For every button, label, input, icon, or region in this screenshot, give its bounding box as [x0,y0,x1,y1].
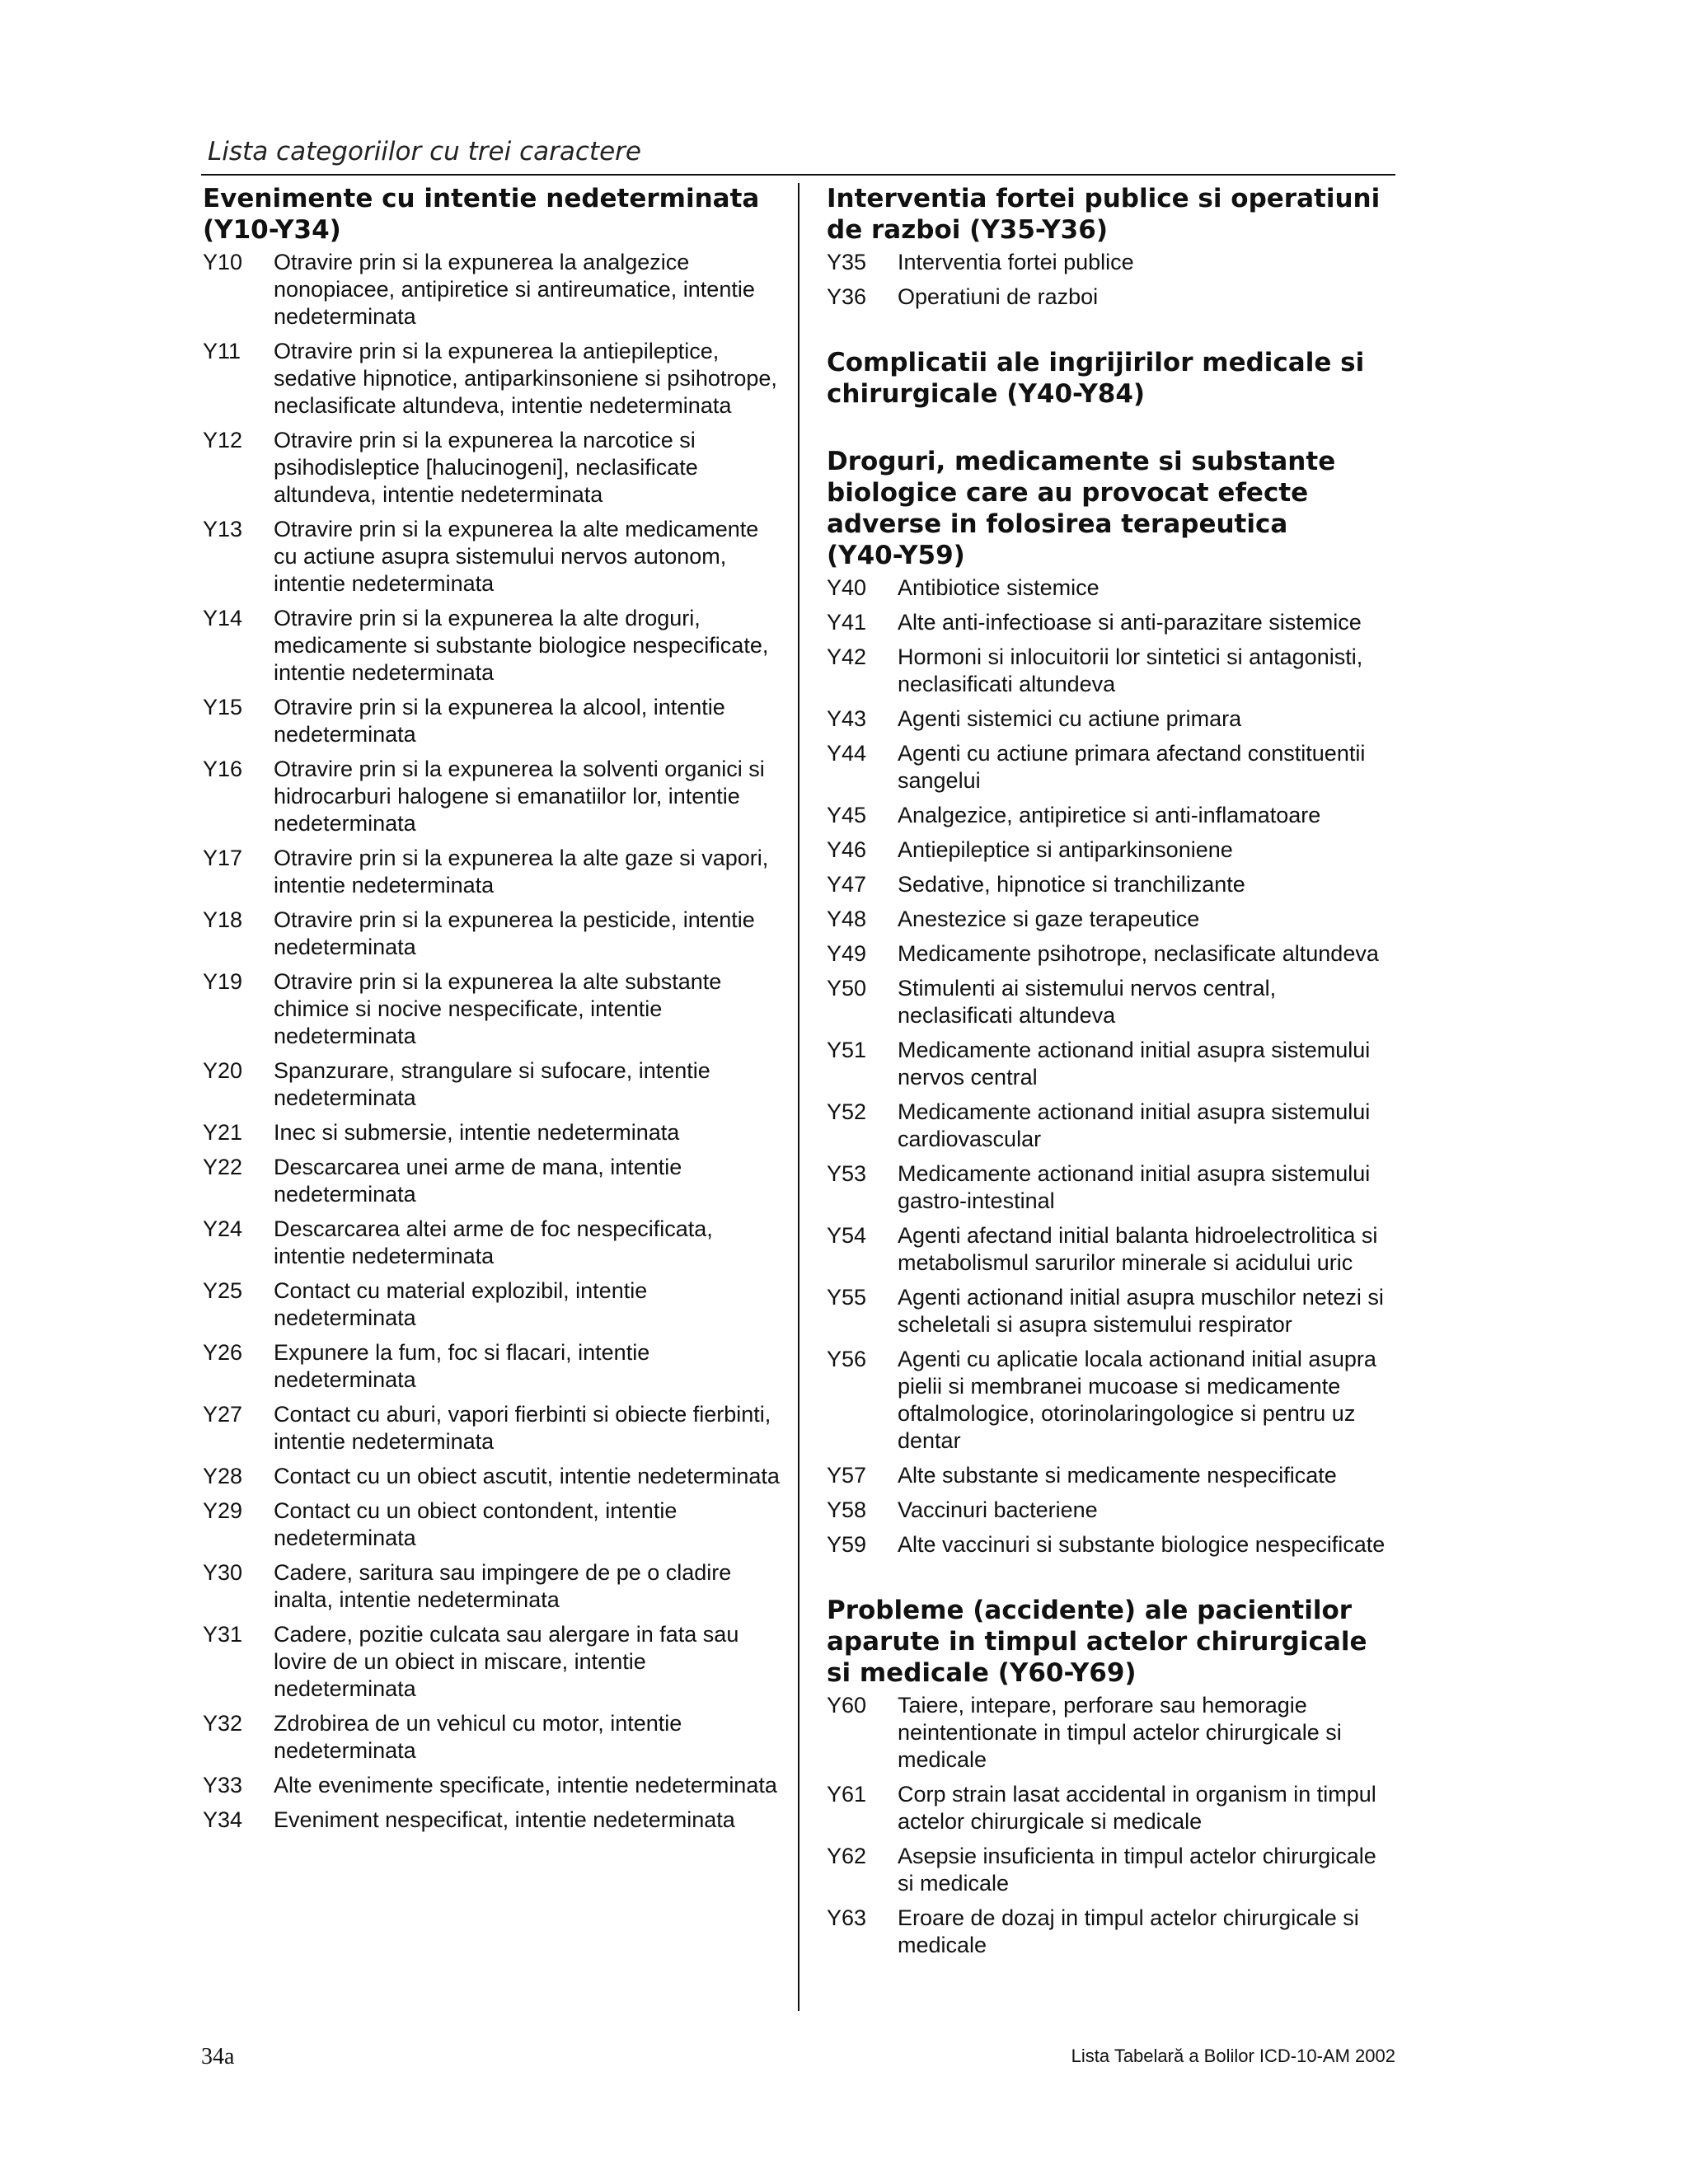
category-code: Y20 [203,1058,243,1083]
category-code: Y48 [827,907,867,931]
category-code: Y52 [827,1099,867,1124]
category-code: Y49 [827,941,867,966]
list-item [203,1119,780,1146]
category-description: Medicamente actionand initial asupra sistemului gastro-intestinal [898,1161,1371,1213]
category-description: Cadere, saritura sau impingere de pe o cladire inalta, intentie nedeterminata [274,1560,732,1612]
list-item [203,1621,780,1703]
list-item [827,574,1395,602]
list-item [203,605,780,687]
section-heading [827,446,1395,571]
list-item [827,1692,1395,1774]
category-code: Y45 [827,803,867,827]
entry-list [827,1692,1395,1959]
category-description: Alte evenimente specificate, intentie nedeterminata [274,1773,777,1797]
column-divider [798,183,799,2011]
list-item [827,1781,1395,1835]
category-description: Hormoni si inlocuitorii lor sintetici si antagonisti, neclasificati altundeva [898,644,1363,696]
list-item [827,1222,1395,1277]
category-code: Y10 [203,250,243,274]
category-code: Y19 [203,969,243,994]
category-code: Y21 [203,1120,243,1145]
category-description: Otravire prin si la expunerea la alte medicamente cu actiune asupra sistemului nervos autonom, intentie nedeterminata [274,517,759,596]
list-item [203,516,780,598]
category-description: Otravire prin si la expunerea la narcotice si psihodisleptice [halucinogeni], neclasificate altundeva, intentie nedeterminata [274,428,698,507]
heading-line: Complicatii ale ingrijirilor medicale si [827,348,1365,377]
list-item [827,1905,1395,1959]
heading-line: aparute in timpul actelor chirurgicale [827,1627,1367,1657]
category-description: Otravire prin si la expunerea la analgezice nonopiacee, antipiretice si antireumatice, intentie nedeterminata [274,250,755,329]
category-code: Y25 [203,1278,243,1303]
list-item [203,1559,780,1614]
list-item [827,1843,1395,1897]
category-description: Taiere, intepare, perforare sau hemoragie neintentionate in timpul actelor chirurgicale si medicale [898,1693,1342,1772]
category-description: Contact cu material explozibil, intentie nedeterminata [274,1278,648,1330]
category-description: Agenti actionand initial asupra muschilor netezi si scheletali si asupra sistemului respirator [898,1285,1384,1337]
list-item [827,1497,1395,1524]
list-item [827,1284,1395,1338]
heading-line: de razboi (Y35-Y36) [827,215,1108,245]
list-item [827,940,1395,968]
category-description: Otravire prin si la expunerea la alte substante chimice si nocive nespecificate, intentie nedeterminata [274,969,722,1048]
category-description: Medicamente actionand initial asupra sistemului nervos central [898,1038,1371,1090]
category-description: Vaccinuri bacteriene [898,1497,1098,1522]
category-description: Analgezice, antipiretice si anti-inflamatoare [898,803,1321,827]
category-code: Y57 [827,1463,867,1488]
list-item [203,427,780,509]
header-rule [201,174,1395,176]
list-item [203,1401,780,1455]
category-code: Y34 [203,1807,243,1832]
list-item [827,906,1395,933]
category-code: Y63 [827,1905,867,1930]
list-item [203,907,780,961]
list-item [203,1154,780,1208]
category-code: Y30 [203,1560,243,1585]
category-description: Stimulenti ai sistemului nervos central, neclasificati altundeva [898,976,1277,1028]
category-code: Y47 [827,872,867,897]
category-description: Spanzurare, strangulare si sufocare, intentie nedeterminata [274,1058,710,1110]
list-item [203,1772,780,1799]
list-item [827,1160,1395,1215]
category-code: Y26 [203,1340,243,1365]
category-description: Descarcarea unei arme de mana, intentie nedeterminata [274,1155,682,1207]
list-item [203,1497,780,1552]
category-description: Alte vaccinuri si substante biologice nespecificate [898,1532,1386,1557]
category-code: Y61 [827,1782,867,1807]
section-heading [827,183,1395,246]
category-code: Y40 [827,575,867,600]
category-description: Eveniment nespecificat, intentie nedeterminata [274,1807,735,1832]
list-item [827,1346,1395,1455]
category-code: Y56 [827,1347,867,1371]
heading-line: Probleme (accidente) ale pacientilor [827,1596,1353,1625]
heading-line: biologice care au provocat efecte [827,478,1309,508]
list-item [827,975,1395,1029]
category-description: Cadere, pozitie culcata sau alergare in fata sau lovire de un obiect in miscare, intentie nedeterminata [274,1622,739,1701]
footer-book-title: Lista Tabelară a Bolilor ICD-10-AM 2002 [1071,2046,1395,2066]
category-description: Alte anti-infectioase si anti-parazitare sistemice [898,610,1362,635]
section-heading [203,183,780,246]
category-description: Eroare de dozaj in timpul actelor chirurgicale si medicale [898,1905,1359,1957]
list-item [203,1277,780,1332]
section-heading [827,1595,1395,1689]
heading-line: (Y40-Y59) [827,541,965,570]
category-description: Agenti cu actiune primara afectand constituentii sangelui [898,741,1366,793]
category-code: Y53 [827,1161,867,1186]
category-code: Y14 [203,606,243,630]
list-item [827,740,1395,794]
category-code: Y62 [827,1844,867,1868]
category-code: Y29 [203,1498,243,1523]
list-item [203,249,780,330]
heading-line: adverse in folosirea terapeutica [827,509,1288,539]
category-code: Y60 [827,1693,867,1718]
category-code: Y41 [827,610,867,635]
list-item [827,1099,1395,1153]
category-description: Agenti cu aplicatie locala actionand initial asupra pielii si membranei mucoase si medicamente oftalmologice, otorinolaringologice si pentru uz dentar [898,1347,1376,1453]
list-item [203,1057,780,1112]
category-code: Y18 [203,907,243,932]
right-column [827,183,1395,1966]
category-description: Corp strain lasat accidental in organism in timpul actelor chirurgicale si medicale [898,1782,1376,1834]
category-description: Medicamente actionand initial asupra sistemului cardiovascular [898,1099,1371,1151]
list-item [827,837,1395,864]
category-description: Otravire prin si la expunerea la solventi organici si hidrocarburi halogene si emanatiilor lor, intentie nedeterminata [274,757,765,836]
left-column [203,183,780,1841]
category-code: Y32 [203,1711,243,1736]
category-description: Zdrobirea de un vehicul cu motor, intentie nedeterminata [274,1711,682,1763]
list-item [203,338,780,419]
category-code: Y58 [827,1497,867,1522]
category-description: Alte substante si medicamente nespecificate [898,1463,1337,1488]
category-description: Descarcarea altei arme de foc nespecificata, intentie nedeterminata [274,1216,713,1268]
category-code: Y17 [203,846,243,870]
entry-list [827,574,1395,1558]
category-description: Inec si submersie, intentie nedeterminata [274,1120,680,1145]
category-code: Y16 [203,757,243,781]
category-code: Y27 [203,1402,243,1427]
category-code: Y12 [203,428,243,452]
category-code: Y24 [203,1216,243,1241]
list-item [827,284,1395,311]
category-code: Y15 [203,695,243,719]
category-code: Y46 [827,837,867,862]
heading-line: Evenimente cu intentie nedeterminata [203,184,760,213]
list-item [827,1462,1395,1489]
list-item [827,1531,1395,1558]
list-item [827,609,1395,636]
category-description: Otravire prin si la expunerea la alte droguri, medicamente si substante biologice nespecificate, intentie nedeterminata [274,606,769,685]
category-code: Y54 [827,1223,867,1248]
category-description: Otravire prin si la expunerea la alte gaze si vapori, intentie nedeterminata [274,846,769,898]
list-item [203,1807,780,1834]
category-code: Y35 [827,250,867,274]
category-code: Y44 [827,741,867,766]
category-code: Y22 [203,1155,243,1179]
category-code: Y36 [827,284,867,309]
category-code: Y28 [203,1464,243,1488]
page-number: 34a [201,2044,235,2069]
list-item [203,756,780,837]
category-description: Agenti sistemici cu actiune primara [898,706,1242,731]
list-item [203,1710,780,1765]
list-item [203,1463,780,1490]
category-code: Y50 [827,976,867,1001]
heading-line: (Y10-Y34) [203,215,341,245]
entry-list [827,249,1395,311]
category-code: Y11 [203,339,241,363]
list-item [203,1216,780,1270]
category-description: Sedative, hipnotice si tranchilizante [898,872,1245,897]
heading-line: chirurgicale (Y40-Y84) [827,379,1146,409]
list-item [827,1037,1395,1091]
category-code: Y42 [827,644,867,669]
category-description: Operatiuni de razboi [898,284,1099,309]
list-item [203,968,780,1050]
category-code: Y31 [203,1622,243,1647]
category-description: Asepsie insuficienta in timpul actelor chirurgicale si medicale [898,1844,1376,1896]
category-description: Contact cu un obiect ascutit, intentie nedeterminata [274,1464,780,1488]
category-description: Contact cu un obiect contondent, intentie nedeterminata [274,1498,678,1550]
category-description: Anestezice si gaze terapeutice [898,907,1200,931]
category-code: Y51 [827,1038,867,1062]
category-description: Interventia fortei publice [898,250,1134,274]
list-item [203,1339,780,1394]
category-code: Y59 [827,1532,867,1557]
list-item [827,644,1395,698]
category-description: Contact cu aburi, vapori fierbinti si obiecte fierbinti, intentie nedeterminata [274,1402,771,1454]
category-description: Otravire prin si la expunerea la alcool, intentie nedeterminata [274,695,725,747]
list-item [827,249,1395,276]
category-description: Agenti afectand initial balanta hidroelectrolitica si metabolismul sarurilor minerale si acidului uric [898,1223,1378,1275]
category-code: Y13 [203,517,243,541]
category-description: Antibiotice sistemice [898,575,1100,600]
category-description: Expunere la fum, foc si flacari, intentie nedeterminata [274,1340,650,1392]
heading-line: Interventia fortei publice si operatiuni [827,184,1381,213]
entry-list [203,249,780,1834]
category-description: Otravire prin si la expunerea la pesticide, intentie nedeterminata [274,907,755,959]
category-description: Otravire prin si la expunerea la antiepileptice, sedative hipnotice, antiparkinsoniene si psihotrope, neclasificate altundeva, intentie nedeterminata [274,339,777,418]
list-item [203,694,780,748]
list-item [203,845,780,899]
list-item [827,871,1395,898]
section-heading [827,347,1395,410]
category-code: Y33 [203,1773,243,1797]
category-description: Antiepileptice si antiparkinsoniene [898,837,1233,862]
heading-line: Droguri, medicamente si substante [827,447,1336,476]
heading-line: si medicale (Y60-Y69) [827,1658,1137,1688]
category-code: Y43 [827,706,867,731]
category-description: Medicamente psihotrope, neclasificate altundeva [898,941,1379,966]
running-head: Lista categoriilor cu trei caractere [208,137,641,166]
category-code: Y55 [827,1285,867,1310]
list-item [827,705,1395,733]
list-item [827,802,1395,829]
